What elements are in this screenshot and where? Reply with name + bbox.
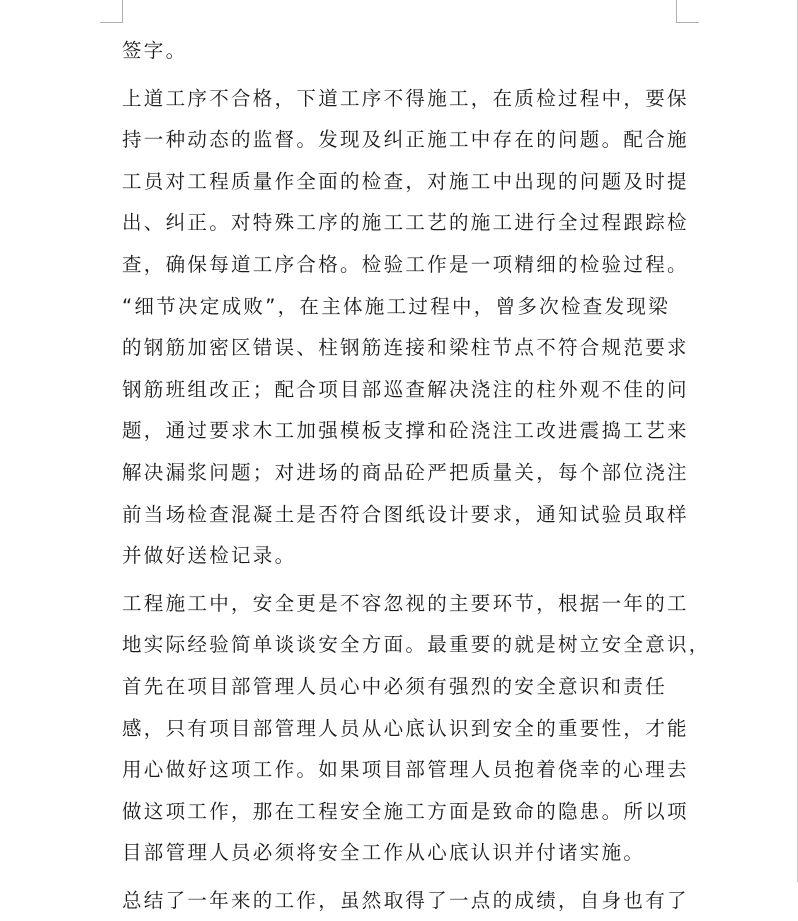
crop-mark-top-right [676,0,699,23]
text-line: 的钢筋加密区错误、柱钢筋连接和梁柱节点不符合规范要求 [122,336,689,360]
text-line: 目部管理人员必须将安全工作从心底认识并付诸实施。 [122,841,646,865]
text-line: 做这项工作，那在工程安全施工方面是致命的隐患。所以项 [122,799,689,823]
text-line: 工程施工中，安全更是不容忽视的主要环节，根据一年的工 [122,591,689,615]
text-line: 查，确保每道工序合格。检验工作是一项精细的检验过程。 [122,252,689,276]
text-line: 解决漏浆问题；对进场的商品砼严把质量关，每个部位浇注 [122,460,689,484]
text-line: 地实际经验简单谈谈安全方面。最重要的就是树立安全意识， [122,633,711,657]
text-line: 工员对工程质量作全面的检查，对施工中出现的问题及时提 [122,169,689,193]
crop-mark-top-left [100,0,123,23]
text-line: 题，通过要求木工加强模板支撑和砼浇注工改进震捣工艺来 [122,419,689,443]
text-line: 签字。 [122,39,188,62]
text-line: “细节决定成败”，在主体施工过程中，曾多次检查发现梁 [122,294,671,318]
text-line: 首先在项目部管理人员心中必须有强烈的安全意识和责任 [122,674,668,698]
text-line: 前当场检查混凝土是否符合图纸设计要求，通知试验员取样 [122,502,689,526]
text-line: 钢筋班组改正；配合项目部巡查解决浇注的柱外观不佳的问 [122,377,689,401]
text-line: 上道工序不合格，下道工序不得施工，在质检过程中，要保 [122,86,689,110]
text-line: 感，只有项目部管理人员从心底认识到安全的重要性，才能 [122,716,689,740]
text-line: 总结了一年来的工作，虽然取得了一点的成绩，自身也有了 [122,888,689,912]
body-text [122,30,711,921]
text-line: 用心做好这项工作。如果项目部管理人员抱着侥幸的心理去 [122,758,689,782]
text-line: 出、纠正。对特殊工序的施工工艺的施工进行全过程跟踪检 [122,211,689,235]
text-line: 并做好送检记录。 [122,544,297,568]
text-line: 持一种动态的监督。发现及纠正施工中存在的问题。配合施 [122,128,689,152]
